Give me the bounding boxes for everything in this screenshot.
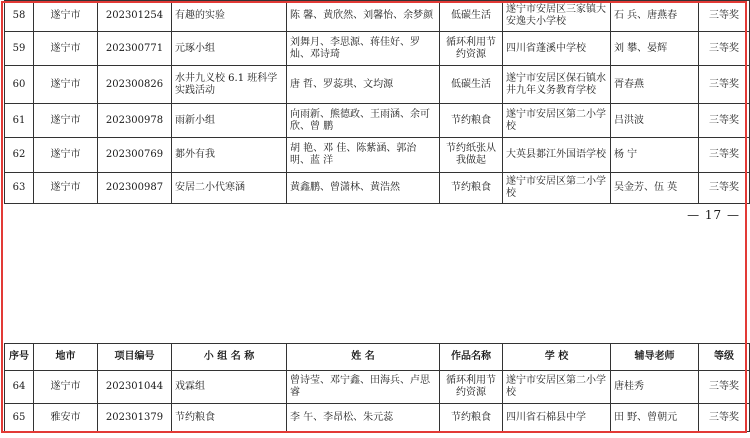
cell-school: 遂宁市安居区三家镇大安逸夫小学校: [503, 1, 611, 32]
cell-code: 202300771: [98, 32, 172, 66]
cell-level: 三等奖: [699, 32, 750, 66]
cell-teacher: 吕洪波: [611, 104, 699, 138]
cell-city: 遂宁市: [34, 1, 98, 32]
cell-names: 黄鑫鹏、曾潇林、黄浩然: [287, 173, 440, 204]
cell-school: 大英县郪江外国语学校: [503, 138, 611, 173]
cell-level: 三等奖: [699, 66, 750, 104]
cell-teacher: 吴金芳、伍 英: [611, 173, 699, 204]
cell-seq: 62: [5, 138, 34, 173]
cell-teacher: 唐桂秀: [611, 371, 699, 404]
cell-teacher: 田 野、曾朝元: [611, 404, 699, 432]
cell-group: 郪外有我: [172, 138, 287, 173]
cell-code: 202300987: [98, 173, 172, 204]
table-row: [5, 404, 750, 432]
cell-category: 节约纸张从我做起: [440, 138, 503, 173]
cell-teacher: 胥春燕: [611, 66, 699, 104]
cell-city: 遂宁市: [34, 32, 98, 66]
cell-city: 遂宁市: [34, 66, 98, 104]
cell-city: 遂宁市: [34, 371, 98, 404]
header-category: 作品名称: [440, 344, 503, 371]
table-row: [5, 32, 750, 66]
cell-city: 遂宁市: [34, 138, 98, 173]
cell-names: 唐 哲、罗蕊琪、文均源: [287, 66, 440, 104]
table-row: [5, 371, 750, 404]
header-school: 学 校: [503, 344, 611, 371]
cell-level: 三等奖: [699, 138, 750, 173]
cell-level: 三等奖: [699, 1, 750, 32]
cell-names: 胡 艳、邓 佳、陈紫涵、郭治明、蓝 洋: [287, 138, 440, 173]
cell-teacher: 石 兵、唐燕春: [611, 1, 699, 32]
cell-group: 水井九义校 6.1 班科学实践活动: [172, 66, 287, 104]
page-number: — 17 —: [687, 208, 740, 222]
cell-school: 遂宁市安居区第二小学校: [503, 371, 611, 404]
cell-seq: 61: [5, 104, 34, 138]
cell-school: 遂宁市安居区第二小学校: [503, 104, 611, 138]
table-header-row: [5, 344, 750, 371]
cell-seq: 58: [5, 1, 34, 32]
cell-school: 四川省石棉县中学: [503, 404, 611, 432]
cell-group: 安居二小代寒涵: [172, 173, 287, 204]
cell-category: 节约粮食: [440, 404, 503, 432]
cell-code: 202300769: [98, 138, 172, 173]
cell-seq: 64: [5, 371, 34, 404]
cell-group: 有趣的实验: [172, 1, 287, 32]
header-group: 小 组 名 称: [172, 344, 287, 371]
header-city: 地市: [34, 344, 98, 371]
header-code: 项目编号: [98, 344, 172, 371]
cell-level: 三等奖: [699, 371, 750, 404]
cell-school: 遂宁市安居区第二小学校: [503, 173, 611, 204]
cell-category: 循环利用节约资源: [440, 32, 503, 66]
cell-names: 李 午、李昂松、朱元蕊: [287, 404, 440, 432]
header-seq: 序号: [5, 344, 34, 371]
table-row: [5, 104, 750, 138]
cell-teacher: 杨 宁: [611, 138, 699, 173]
cell-group: 戏霖组: [172, 371, 287, 404]
awards-table-bottom: [4, 343, 750, 432]
cell-seq: 60: [5, 66, 34, 104]
cell-category: 低碳生活: [440, 1, 503, 32]
cell-names: 刘舞月、李思源、蒋佳好、罗 灿、邓诗琦: [287, 32, 440, 66]
cell-school: 遂宁市安居区保石镇水井九年义务教育学校: [503, 66, 611, 104]
table-row: [5, 138, 750, 173]
header-teacher: 辅导老师: [611, 344, 699, 371]
cell-group: 雨新小组: [172, 104, 287, 138]
header-level: 等级: [699, 344, 750, 371]
table-row: [5, 1, 750, 32]
cell-group: 元琢小组: [172, 32, 287, 66]
cell-code: 202301379: [98, 404, 172, 432]
cell-seq: 59: [5, 32, 34, 66]
cell-names: 曾诗莹、邓宁鑫、田海兵、卢思睿: [287, 371, 440, 404]
table-row: [5, 173, 750, 204]
cell-city: 遂宁市: [34, 104, 98, 138]
header-names: 姓 名: [287, 344, 440, 371]
cell-city: 遂宁市: [34, 173, 98, 204]
cell-names: 向雨新、熊德政、王雨涵、余可欣、曾 鹏: [287, 104, 440, 138]
cell-school: 四川省蓬溪中学校: [503, 32, 611, 66]
cell-city: 雅安市: [34, 404, 98, 432]
cell-level: 三等奖: [699, 104, 750, 138]
cell-seq: 63: [5, 173, 34, 204]
cell-teacher: 刘 攀、晏辉: [611, 32, 699, 66]
cell-code: 202300826: [98, 66, 172, 104]
cell-level: 三等奖: [699, 173, 750, 204]
cell-category: 节约粮食: [440, 173, 503, 204]
cell-level: 三等奖: [699, 404, 750, 432]
awards-table-top: [4, 0, 750, 204]
cell-category: 低碳生活: [440, 66, 503, 104]
cell-code: 202300978: [98, 104, 172, 138]
cell-group: 节约粮食: [172, 404, 287, 432]
cell-code: 202301044: [98, 371, 172, 404]
table-row: [5, 66, 750, 104]
cell-category: 循环利用节约资源: [440, 371, 503, 404]
cell-seq: 65: [5, 404, 34, 432]
cell-names: 陈 馨、黄欣然、刘馨怡、余梦颜: [287, 1, 440, 32]
cell-category: 节约粮食: [440, 104, 503, 138]
cell-code: 202301254: [98, 1, 172, 32]
